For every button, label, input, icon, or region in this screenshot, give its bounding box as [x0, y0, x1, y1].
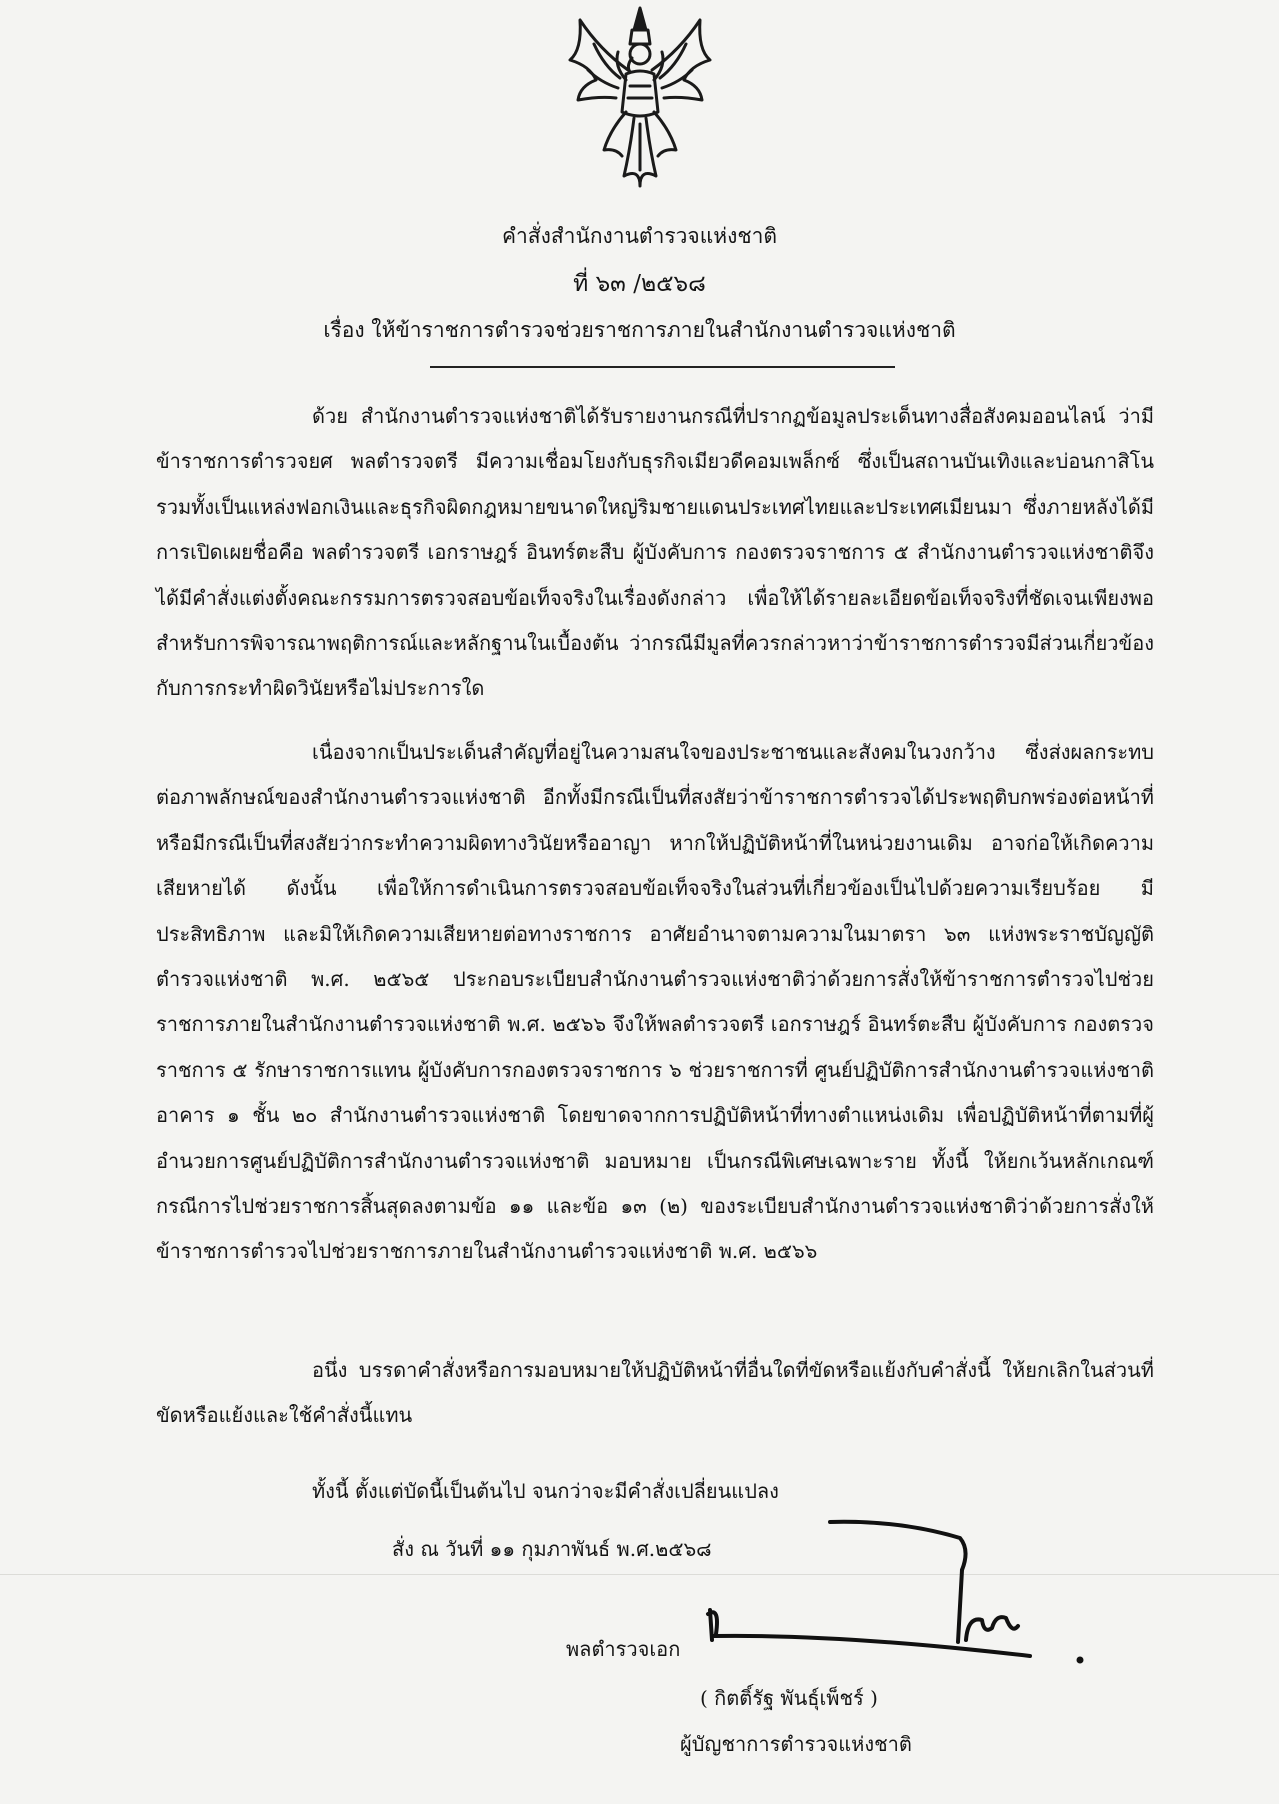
signatory-name: ( กิตติ์รัฐ พันธุ์เพ็ชร์ ) — [700, 1686, 878, 1710]
order-number: ที่ ๖๓ /๒๕๖๘ — [573, 271, 706, 297]
order-title: คำสั่งสำนักงานตำรวจแห่งชาติ — [501, 224, 778, 248]
signatory-rank: พลตำรวจเอก — [566, 1637, 681, 1661]
garuda-emblem-icon — [560, 0, 720, 190]
paragraph-2: เนื่องจากเป็นประเด็นสำคัญที่อยู่ในความสนใจของประชาชนและสังคมในวงกว้าง ซึ่งส่งผลกระทบต่อภาพลักษณ์ของสำนักงานตำรวจแห่งชาติ อีกทั้งมีกรณีเป็นที่สงสัยว่าข้าราชการตำรวจได้ประพฤติบกพร่องต่อหน้าที่ หรือมีกรณีเป็นที่สงสัยว่ากระทำความผิดทางวินัยหรืออาญา หากให้ปฏิบัติหน้าที่ในหน่วยงานเดิม อาจก่อให้เกิดความเสียหายได้ ดังนั้น เพื่อให้การดำเนินการตรวจสอบข้อเท็จจริงในส่วนที่เกี่ยวข้องเป็นไปด้วยความเรียบร้อย มีประสิทธิภาพ และมิให้เกิดความเสียหายต่อทางราชการ อาศัยอำนาจตามความในมาตรา ๖๓ แห่งพระราชบัญญัติตำรวจแห่งชาติ พ.ศ. ๒๕๖๕ ประกอบระเบียบสำนักงานตำรวจแห่งชาติว่าด้วยการสั่งให้ข้าราชการตำรวจไปช่วยราชการภายในสำนักงานตำรวจแห่งชาติ พ.ศ. ๒๕๖๖ จึงให้พลตำรวจตรี เอกราษฎร์ อินทร์ตะสืบ ผู้บังคับการ กองตรวจราชการ ๕ รักษาราชการแทน ผู้บังคับการกองตรวจราชการ ๖ ช่วยราชการที่ ศูนย์ปฏิบัติการสำนักงานตำรวจแห่งชาติ อาคาร ๑ ชั้น ๒๐ สำนักงานตำรวจแห่งชาติ โดยขาดจากการปฏิบัติหน้าที่ทางตำแหน่งเดิม เพื่อปฏิบัติหน้าที่ตามที่ผู้อำนวยการศูนย์ปฏิบัติการสำนักงานตำรวจแห่งชาติ มอบหมาย เป็นกรณีพิเศษเฉพาะราย ทั้งนี้ ให้ยกเว้นหลักเกณฑ์กรณีการไปช่วยราชการสิ้นสุดลงตามข้อ ๑๑ และข้อ ๑๓ (๒) ของระเบียบสำนักงานตำรวจแห่งชาติว่าด้วยการสั่งให้ข้าราชการตำรวจไปช่วยราชการภายในสำนักงานตำรวจแห่งชาติ พ.ศ. ๒๕๖๖ — [156, 740, 1154, 1264]
order-date: สั่ง ณ วันที่ ๑๑ กุมภาพันธ์ พ.ศ.๒๕๖๘ — [392, 1537, 712, 1561]
paragraph-3: อนึ่ง บรรดาคำสั่งหรือการมอบหมายให้ปฏิบัติหน้าที่อื่นใดที่ขัดหรือแย้งกับคำสั่งนี้ ให้ยกเลิกในส่วนที่ขัดหรือแย้งและใช้คำสั่งนี้แทน — [156, 1358, 1154, 1428]
paragraph-1: ด้วย สำนักงานตำรวจแห่งชาติได้รับรายงานกรณีที่ปรากฏข้อมูลประเด็นทางสื่อสังคมออนไลน์ ว่ามีข้าราชการตำรวจยศ พลตำรวจตรี มีความเชื่อมโยงกับธุรกิจเมียวดีคอมเพล็กซ์ ซึ่งเป็นสถานบันเทิงและบ่อนกาสิโน รวมทั้งเป็นแหล่งฟอกเงินและธุรกิจผิดกฎหมายขนาดใหญ่ริมชายแดนประเทศไทยและประเทศเมียนมา ซึ่งภายหลังได้มีการเปิดเผยชื่อคือ พลตำรวจตรี เอกราษฎร์ อินทร์ตะสืบ ผู้บังคับการ กองตรวจราชการ ๕ สำนักงานตำรวจแห่งชาติจึงได้มีคำสั่งแต่งตั้งคณะกรรมการตรวจสอบข้อเท็จจริงในเรื่องดังกล่าว เพื่อให้ได้รายละเอียดข้อเท็จจริงที่ชัดเจนเพียงพอสำหรับการพิจารณาพฤติการณ์และหลักฐานในเบื้องต้น ว่ากรณีมีมูลที่ควรกล่าวหาว่าข้าราชการตำรวจมีส่วนเกี่ยวข้องกับการกระทำผิดวินัยหรือไม่ประการใด — [156, 404, 1154, 701]
handwritten-signature — [700, 1510, 1100, 1680]
signatory-title: ผู้บัญชาการตำรวจแห่งชาติ — [680, 1732, 912, 1756]
order-subject: เรื่อง ให้ข้าราชการตำรวจช่วยราชการภายในสำนักงานตำรวจแห่งชาติ — [323, 318, 956, 342]
header-divider — [430, 366, 895, 368]
effective-clause: ทั้งนี้ ตั้งแต่บัดนี้เป็นต้นไป จนกว่าจะมีคำสั่งเปลี่ยนแปลง — [312, 1479, 779, 1503]
